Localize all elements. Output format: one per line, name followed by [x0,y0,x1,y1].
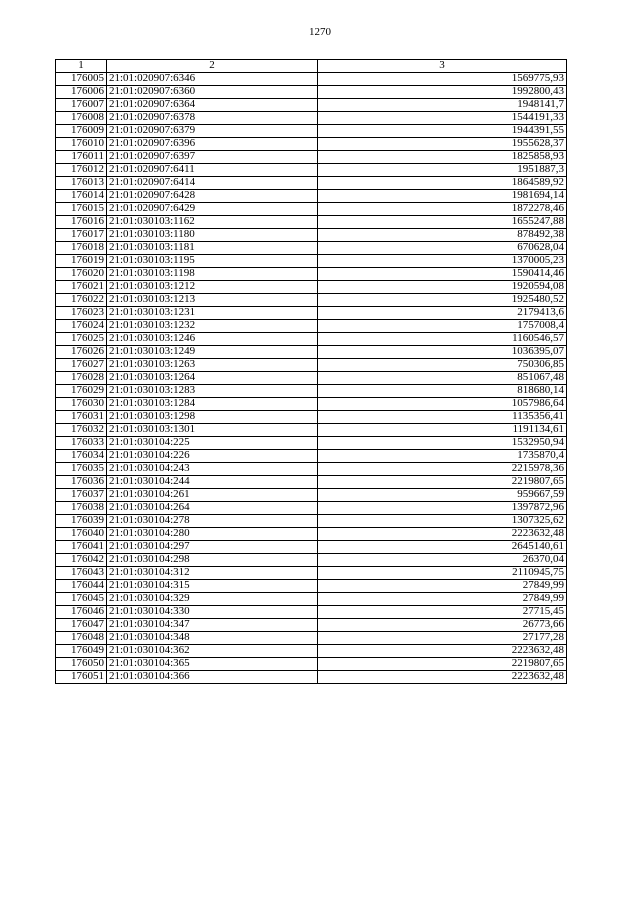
cadastral-value-cell: 1370005,23 [318,255,567,268]
table-row [56,359,567,372]
cadastral-value-cell: 27849,99 [318,580,567,593]
table-row [56,99,567,112]
cadastral-number-cell: 21:01:020907:6364 [107,99,318,112]
table-row [56,411,567,424]
table-body [56,73,567,684]
cadastral-number-cell: 21:01:030103:1198 [107,268,318,281]
row-number-cell: 176019 [56,255,107,268]
cadastral-number-cell: 21:01:030104:298 [107,554,318,567]
cadastral-number-cell: 21:01:020907:6396 [107,138,318,151]
cadastral-number-cell: 21:01:030104:225 [107,437,318,450]
cadastral-value-cell: 2223632,48 [318,528,567,541]
row-number-cell: 176032 [56,424,107,437]
cadastral-value-cell: 1992800,43 [318,86,567,99]
table-row [56,86,567,99]
cadastral-number-cell: 21:01:030103:1264 [107,372,318,385]
table-row [56,138,567,151]
row-number-cell: 176006 [56,86,107,99]
row-number-cell: 176028 [56,372,107,385]
cadastral-value-cell: 2223632,48 [318,671,567,684]
row-number-cell: 176030 [56,398,107,411]
cadastral-value-cell: 2223632,48 [318,645,567,658]
table-row [56,606,567,619]
row-number-cell: 176042 [56,554,107,567]
cadastral-number-cell: 21:01:030104:362 [107,645,318,658]
cadastral-number-cell: 21:01:030104:365 [107,658,318,671]
cadastral-number-cell: 21:01:020907:6397 [107,151,318,164]
table-row [56,190,567,203]
cadastral-value-cell: 959667,59 [318,489,567,502]
cadastral-value-cell: 1160546,57 [318,333,567,346]
cadastral-value-cell: 26773,66 [318,619,567,632]
row-number-cell: 176007 [56,99,107,112]
cadastral-number-cell: 21:01:030103:1213 [107,294,318,307]
table-row [56,177,567,190]
cadastral-number-cell: 21:01:030104:297 [107,541,318,554]
cadastral-value-cell: 27715,45 [318,606,567,619]
table-row [56,632,567,645]
table-row [56,203,567,216]
row-number-cell: 176023 [56,307,107,320]
row-number-cell: 176018 [56,242,107,255]
cadastral-number-cell: 21:01:030103:1298 [107,411,318,424]
cadastral-number-cell: 21:01:030103:1195 [107,255,318,268]
cadastral-number-cell: 21:01:020907:6411 [107,164,318,177]
cadastral-value-cell: 1655247,88 [318,216,567,229]
table-row [56,554,567,567]
table-row [56,268,567,281]
cadastral-value-cell: 1951887,3 [318,164,567,177]
cadastral-value-cell: 1135356,41 [318,411,567,424]
row-number-cell: 176027 [56,359,107,372]
cadastral-number-cell: 21:01:030103:1232 [107,320,318,333]
cadastral-number-cell: 21:01:030103:1283 [107,385,318,398]
column-header-1: 1 [56,60,107,73]
cadastral-number-cell: 21:01:030104:280 [107,528,318,541]
row-number-cell: 176021 [56,281,107,294]
row-number-cell: 176012 [56,164,107,177]
cadastral-value-cell: 1955628,37 [318,138,567,151]
row-number-cell: 176031 [56,411,107,424]
table-row [56,372,567,385]
cadastral-number-cell: 21:01:030103:1181 [107,242,318,255]
table-row [56,424,567,437]
cadastral-number-cell: 21:01:020907:6414 [107,177,318,190]
row-number-cell: 176033 [56,437,107,450]
row-number-cell: 176047 [56,619,107,632]
cadastral-value-cell: 1397872,96 [318,502,567,515]
row-number-cell: 176029 [56,385,107,398]
row-number-cell: 176016 [56,216,107,229]
cadastral-value-cell: 750306,85 [318,359,567,372]
table-row [56,398,567,411]
table-row [56,450,567,463]
cadastral-value-cell: 2215978,36 [318,463,567,476]
row-number-cell: 176041 [56,541,107,554]
cadastral-value-cell: 27177,28 [318,632,567,645]
page-number: 1270 [309,26,331,38]
cadastral-number-cell: 21:01:030104:261 [107,489,318,502]
table-row [56,502,567,515]
row-number-cell: 176009 [56,125,107,138]
table-row [56,593,567,606]
cadastral-value-cell: 1036395,07 [318,346,567,359]
table-row [56,112,567,125]
row-number-cell: 176008 [56,112,107,125]
cadastral-number-cell: 21:01:030103:1162 [107,216,318,229]
cadastral-value-cell: 2179413,6 [318,307,567,320]
cadastral-number-cell: 21:01:020907:6379 [107,125,318,138]
row-number-cell: 176015 [56,203,107,216]
row-number-cell: 176014 [56,190,107,203]
row-number-cell: 176013 [56,177,107,190]
cadastral-value-cell: 2219807,65 [318,476,567,489]
cadastral-value-cell: 670628,04 [318,242,567,255]
row-number-cell: 176036 [56,476,107,489]
table-row [56,242,567,255]
cadastral-value-cell: 26370,04 [318,554,567,567]
table-row [56,346,567,359]
cadastral-value-table [55,59,567,684]
cadastral-value-cell: 2645140,61 [318,541,567,554]
column-header-2: 2 [107,60,318,73]
cadastral-number-cell: 21:01:030103:1249 [107,346,318,359]
cadastral-number-cell: 21:01:030104:315 [107,580,318,593]
cadastral-number-cell: 21:01:030104:347 [107,619,318,632]
row-number-cell: 176046 [56,606,107,619]
table-header-row [56,60,567,73]
cadastral-number-cell: 21:01:030103:1212 [107,281,318,294]
cadastral-value-cell: 1981694,14 [318,190,567,203]
cadastral-value-cell: 878492,38 [318,229,567,242]
cadastral-number-cell: 21:01:030103:1284 [107,398,318,411]
table-row [56,216,567,229]
row-number-cell: 176037 [56,489,107,502]
table-row [56,463,567,476]
table-row [56,671,567,684]
table-row [56,73,567,86]
cadastral-value-cell: 818680,14 [318,385,567,398]
table-row [56,645,567,658]
table-row [56,320,567,333]
cadastral-value-cell: 1569775,93 [318,73,567,86]
cadastral-value-cell: 1757008,4 [318,320,567,333]
cadastral-number-cell: 21:01:030104:329 [107,593,318,606]
cadastral-number-cell: 21:01:030103:1180 [107,229,318,242]
row-number-cell: 176034 [56,450,107,463]
row-number-cell: 176022 [56,294,107,307]
table-row [56,281,567,294]
cadastral-value-cell: 2110945,75 [318,567,567,580]
row-number-cell: 176045 [56,593,107,606]
cadastral-number-cell: 21:01:030104:243 [107,463,318,476]
table-row [56,580,567,593]
cadastral-value-cell: 1590414,46 [318,268,567,281]
cadastral-value-cell: 1864589,92 [318,177,567,190]
row-number-cell: 176049 [56,645,107,658]
cadastral-value-cell: 1735870,4 [318,450,567,463]
cadastral-number-cell: 21:01:030104:264 [107,502,318,515]
cadastral-number-cell: 21:01:030104:330 [107,606,318,619]
cadastral-value-cell: 1925480,52 [318,294,567,307]
row-number-cell: 176005 [56,73,107,86]
cadastral-value-cell: 1191134,61 [318,424,567,437]
cadastral-number-cell: 21:01:020907:6360 [107,86,318,99]
table-row [56,385,567,398]
row-number-cell: 176043 [56,567,107,580]
cadastral-value-cell: 27849,99 [318,593,567,606]
table-row [56,476,567,489]
table-row [56,125,567,138]
column-header-3: 3 [318,60,567,73]
cadastral-number-cell: 21:01:020907:6428 [107,190,318,203]
cadastral-value-cell: 2219807,65 [318,658,567,671]
table-row [56,567,567,580]
cadastral-number-cell: 21:01:030103:1246 [107,333,318,346]
cadastral-value-cell: 1307325,62 [318,515,567,528]
table-row [56,528,567,541]
row-number-cell: 176038 [56,502,107,515]
cadastral-number-cell: 21:01:020907:6429 [107,203,318,216]
row-number-cell: 176024 [56,320,107,333]
table-row [56,619,567,632]
cadastral-value-cell: 1920594,08 [318,281,567,294]
cadastral-value-cell: 1872278,46 [318,203,567,216]
row-number-cell: 176011 [56,151,107,164]
table-row [56,437,567,450]
row-number-cell: 176048 [56,632,107,645]
table-row [56,151,567,164]
table-row [56,229,567,242]
table-row [56,164,567,177]
table-row [56,658,567,671]
row-number-cell: 176017 [56,229,107,242]
row-number-cell: 176026 [56,346,107,359]
cadastral-number-cell: 21:01:030104:278 [107,515,318,528]
row-number-cell: 176020 [56,268,107,281]
cadastral-value-cell: 1944391,55 [318,125,567,138]
row-number-cell: 176035 [56,463,107,476]
cadastral-value-cell: 1825858,93 [318,151,567,164]
cadastral-number-cell: 21:01:030104:366 [107,671,318,684]
table-row [56,307,567,320]
row-number-cell: 176040 [56,528,107,541]
table-row [56,541,567,554]
row-number-cell: 176044 [56,580,107,593]
cadastral-number-cell: 21:01:020907:6346 [107,73,318,86]
row-number-cell: 176039 [56,515,107,528]
row-number-cell: 176051 [56,671,107,684]
row-number-cell: 176010 [56,138,107,151]
cadastral-value-cell: 1532950,94 [318,437,567,450]
cadastral-number-cell: 21:01:030103:1231 [107,307,318,320]
cadastral-number-cell: 21:01:030104:312 [107,567,318,580]
cadastral-number-cell: 21:01:030104:226 [107,450,318,463]
table-row [56,489,567,502]
table-row [56,515,567,528]
cadastral-value-cell: 851067,48 [318,372,567,385]
cadastral-number-cell: 21:01:030103:1263 [107,359,318,372]
table-row [56,294,567,307]
cadastral-number-cell: 21:01:030104:244 [107,476,318,489]
table-row [56,333,567,346]
cadastral-value-cell: 1544191,33 [318,112,567,125]
row-number-cell: 176050 [56,658,107,671]
cadastral-number-cell: 21:01:030104:348 [107,632,318,645]
table-row [56,255,567,268]
row-number-cell: 176025 [56,333,107,346]
cadastral-number-cell: 21:01:020907:6378 [107,112,318,125]
cadastral-value-cell: 1948141,7 [318,99,567,112]
cadastral-value-cell: 1057986,64 [318,398,567,411]
cadastral-number-cell: 21:01:030103:1301 [107,424,318,437]
